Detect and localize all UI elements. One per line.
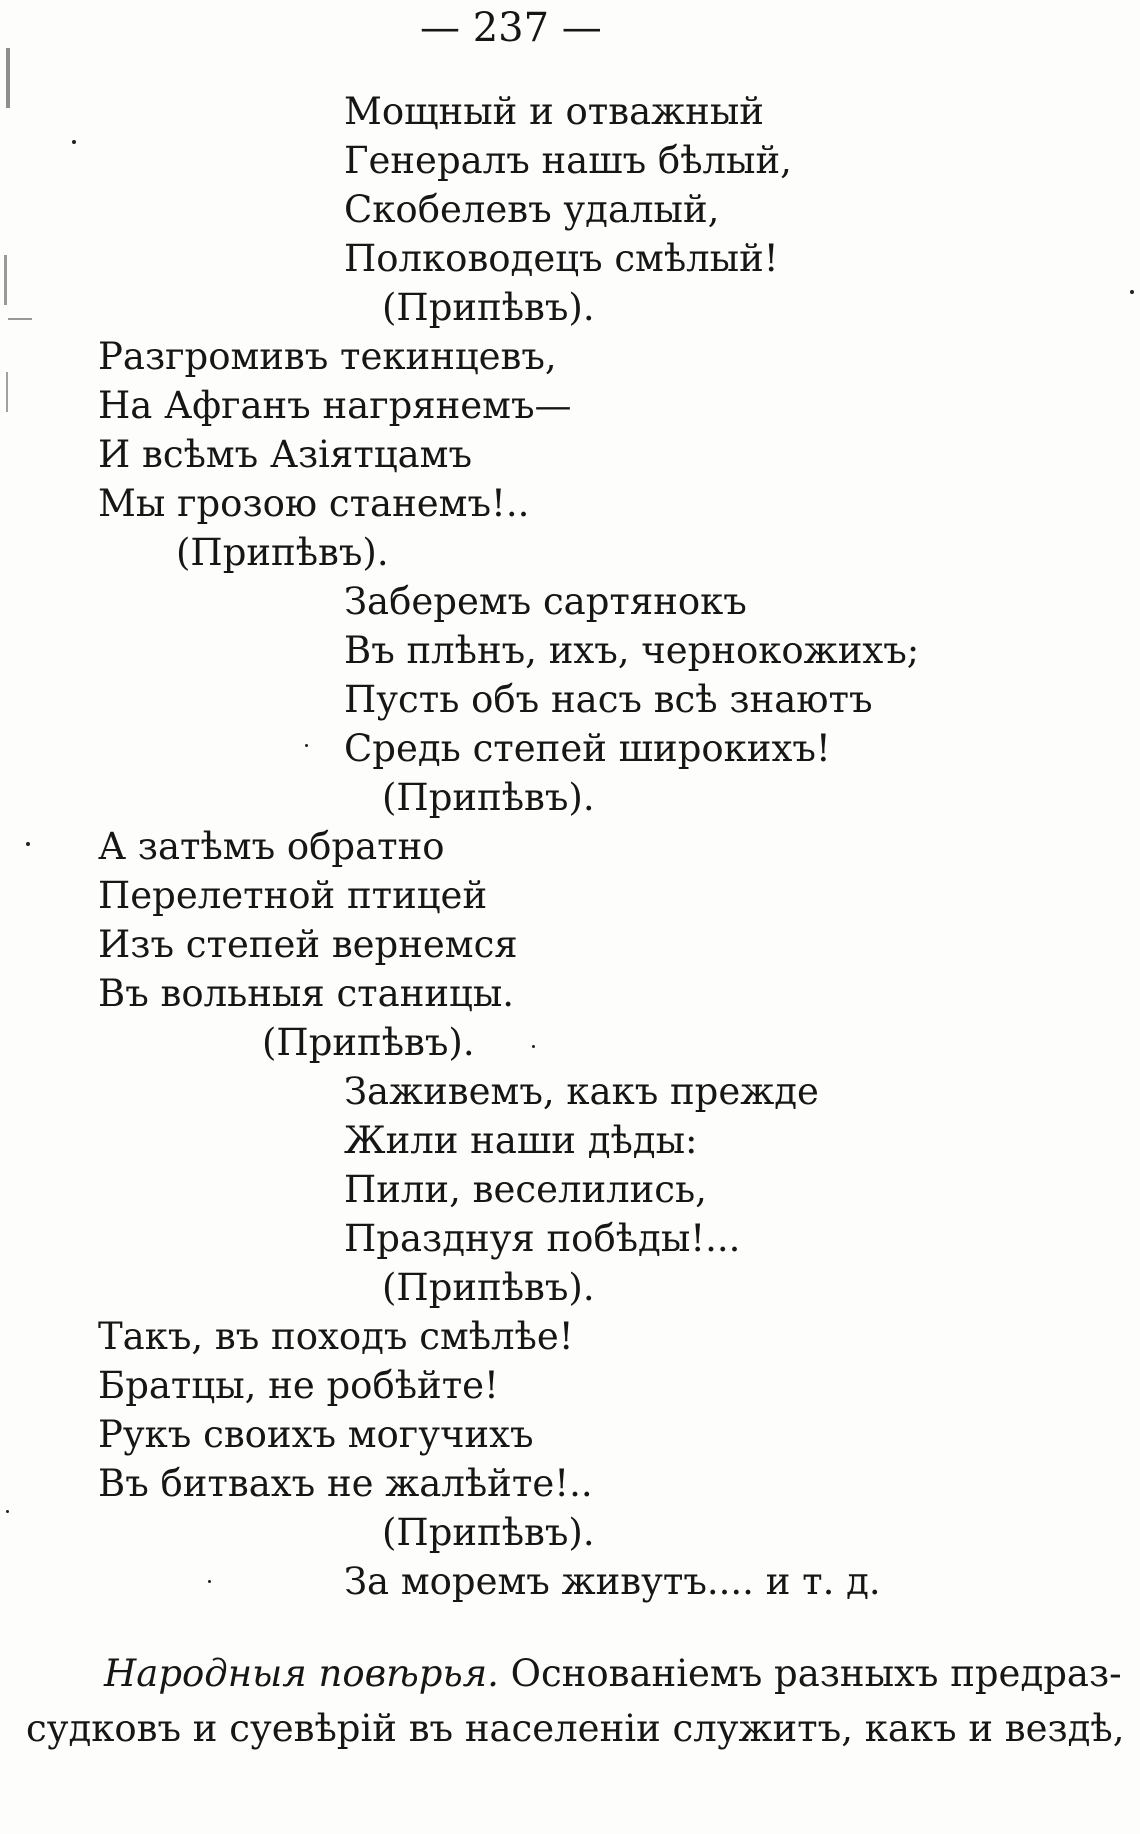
verse-line: Въ вольныя станицы. [98, 972, 515, 1015]
verse-line: Скобелевъ удалый, [344, 188, 720, 231]
verse-line: Изъ степей вернемся [98, 923, 518, 966]
scan-edge-mark [4, 255, 7, 305]
scan-edge-mark [6, 48, 10, 108]
prose-line-2: судковъ и суевѣрій въ населеніи служитъ, какъ и вездѣ, [26, 1707, 1125, 1750]
refrain: (Припѣвъ). [382, 1266, 595, 1309]
verse-line: Въ плѣнъ, ихъ, чернокожихъ; [344, 629, 920, 672]
verse-line: Пусть объ насъ всѣ знаютъ [344, 678, 873, 721]
verse-line: Заживемъ, какъ прежде [344, 1070, 819, 1113]
scan-speck [26, 842, 30, 846]
scan-speck [208, 1580, 211, 1583]
verse-line: А затѣмъ обратно [98, 825, 445, 868]
page-number: — 237 — [420, 5, 602, 51]
refrain: (Припѣвъ). [176, 531, 389, 574]
scan-speck [305, 744, 308, 747]
prose-text: Основаніемъ разныхъ предраз- [498, 1652, 1122, 1695]
prose-line-1 [104, 1650, 1122, 1698]
verse-line: Въ битвахъ не жалѣйте!.. [98, 1462, 593, 1505]
refrain: (Припѣвъ). [262, 1021, 475, 1064]
verse-line: Жили наши дѣды: [344, 1119, 698, 1162]
verse-line: Такъ, въ походъ смѣлѣе! [98, 1315, 574, 1358]
verse-line: Мощный и отважный [344, 90, 764, 133]
scan-speck [1130, 290, 1134, 294]
refrain: (Припѣвъ). [382, 776, 595, 819]
verse-line: Пили, веселились, [344, 1168, 707, 1211]
scan-edge-mark [6, 372, 8, 412]
verse-line: Рукъ своихъ могучихъ [98, 1413, 534, 1456]
scan-speck [532, 1045, 535, 1048]
refrain: (Припѣвъ). [382, 286, 595, 329]
verse-line: Братцы, не робѣйте! [98, 1364, 499, 1407]
verse-line: На Афганъ нагрянемъ— [98, 384, 572, 427]
verse-line: Генералъ нашъ бѣлый, [344, 139, 792, 182]
scan-speck [72, 140, 76, 144]
verse-line: Разгромивъ текинцевъ, [98, 335, 557, 378]
verse-line: Полководецъ смѣлый! [344, 237, 779, 280]
refrain: (Припѣвъ). [382, 1511, 595, 1554]
verse-line: Заберемъ сартянокъ [344, 580, 747, 623]
verse-line: Празднуя побѣды!... [344, 1217, 741, 1260]
verse-line: Мы грозою станемъ!.. [98, 482, 530, 525]
scan-edge-mark [8, 318, 32, 320]
verse-line: Перелетной птицей [98, 874, 488, 917]
scan-speck [6, 1510, 9, 1513]
section-heading: Народныя повѣрья. [104, 1652, 499, 1695]
verse-line: Средь степей широкихъ! [344, 727, 831, 770]
verse-line: И всѣмъ Азіятцамъ [98, 433, 472, 476]
closing-line: За моремъ живутъ.... и т. д. [344, 1560, 881, 1603]
